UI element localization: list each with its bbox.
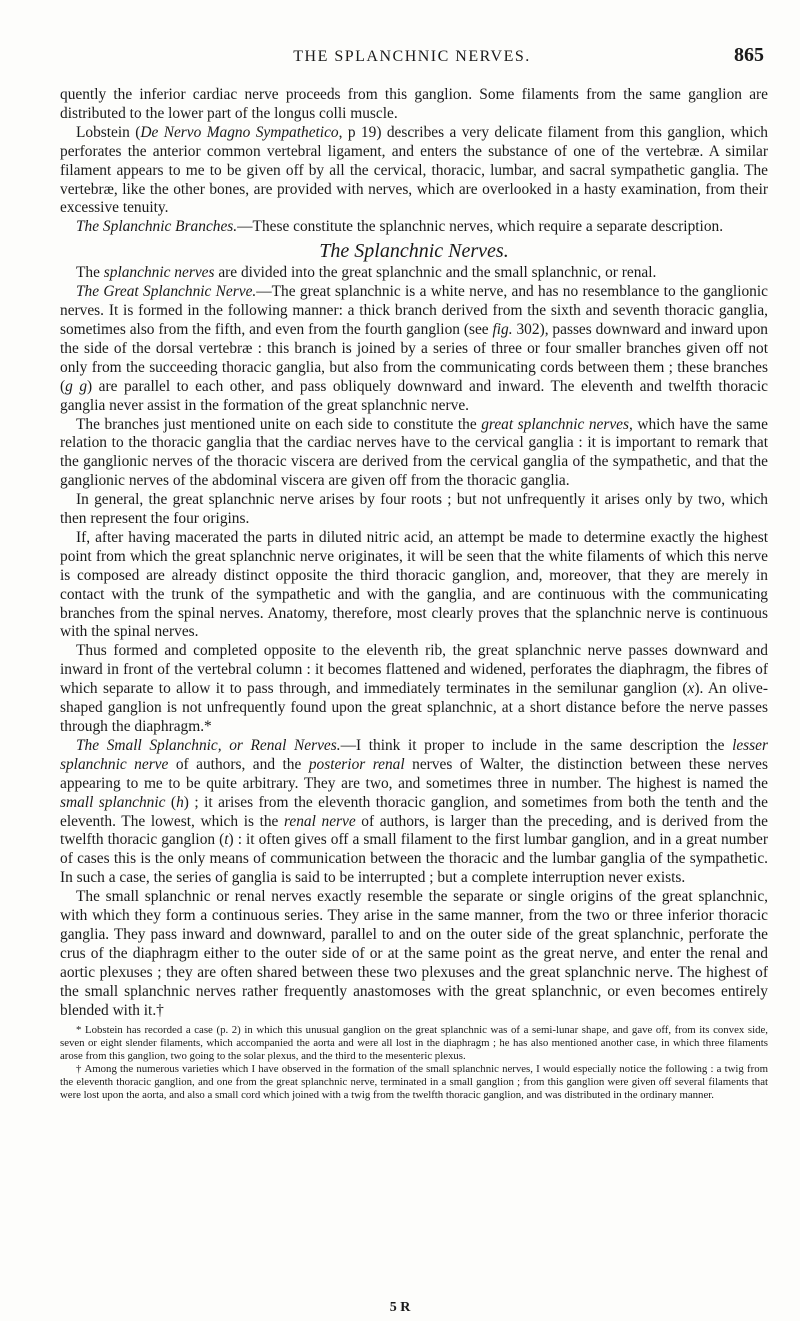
paragraph: The branches just mentioned unite on each side to constitute the great splanchnic nerves, which have the same relation to the thoracic ganglia that the cardiac nerves have to the cervical ganglia : it is important to remark that the ganglionic nerves of the thoracic viscera are derived from the cervical ganglia of the sympathetic, and that the ganglionic nerves of the abdominal viscera are given off from the thoracic ganglia.: [60, 415, 768, 490]
paragraph: Lobstein (De Nervo Magno Sympathetico, p 19) describes a very delicate filament from this ganglion, which perforates the anterior common vertebral ligament, and enters the substance of one of the vertebræ. A similar filament appears to me to be given off by all the cervical, thoracic, lumbar, and sacral sympathetic ganglia. The vertebræ, like the other bones, are provided with nerves, which are overlooked in a hasty examination, from their excessive tenuity.: [60, 123, 768, 217]
running-title: THE SPLANCHNIC NERVES.: [293, 48, 531, 65]
running-head: [60, 40, 764, 76]
paragraph: The splanchnic nerves are divided into the great splanchnic and the small splanchnic, or renal.: [76, 264, 657, 282]
section-heading: The Splanchnic Nerves.: [319, 240, 509, 263]
section-lead: The Great Splanchnic Nerve.: [76, 283, 257, 301]
section-lead: The Splanchnic Branches.: [76, 218, 238, 236]
page-number: 865: [734, 44, 764, 66]
footnote: * Lobstein has recorded a case (p. 2) in which this unusual ganglion on the great splanchnic was of a semi-lunar shape, and gave off, from its convex side, seven or eight slender filaments, which accompanied the aorta and were all lost in the diaphragm ; he has also mentioned another case, in which three filaments arose from this ganglion, two going to the solar plexus, and the third to the mesenteric plexus.: [60, 1023, 768, 1062]
paragraph: The Great Splanchnic Nerve.—The great splanchnic is a white nerve, and has no resemblance to the ganglionic nerves. It is formed in the following manner: a thick branch derived from the sixth and seventh thoracic ganglia, sometimes also from the fifth, and even from the fourth ganglion (see fig. 302), passes downward and inward upon the side of the dorsal vertebræ : this branch is joined by a series of three or four smaller branches given off not only from the succeeding thoracic ganglia, but also from the communicating cords between them ; these branches (g g) are parallel to each other, and pass obliquely downward and inward. The eleventh and twelfth thoracic ganglia never assist in the formation of the great splanchnic nerve.: [60, 283, 768, 414]
paragraph: The small splanchnic or renal nerves exactly resemble the separate or single origins of the great splanchnic, with which they form a continuous series. They arise in the same manner, from the two or three inferior thoracic ganglia. They pass inward and downward, parallel to and on the outer side of the great splanchnic, perforate the crus of the diaphragm either to the outer side of or at the same point as the great nerve, and enter the renal and aortic plexuses ; they are often shared between these two plexuses and the great splanchnic nerve. The highest of the small splanchnic nerves rather frequently anastomoses with the great splanchnic, or even becomes entirely blended with it.†: [60, 888, 768, 1019]
paragraph: quently the inferior cardiac nerve proceeds from this ganglion. Some filaments from the same ganglion are distributed to the lower part of the longus colli muscle.: [60, 86, 768, 122]
footnotes: [60, 1024, 768, 1102]
signature-mark: 5 R: [389, 1300, 411, 1315]
section-lead: The Small Splanchnic, or Renal Nerves.: [76, 736, 341, 754]
paragraph: If, after having macerated the parts in diluted nitric acid, an attempt be made to determine exactly the highest point from which the great splanchnic nerve originates, it will be seen that the white filaments of which this nerve is composed are already distinct opposite the third thoracic ganglion, and, moreover, that they are merely in contact with the trunk of the sympathetic and with the ganglia, and are continuous with the communicating branches from the spinal nerves. Anatomy, therefore, most clearly proves that the splanchnic nerve is continuous with the spinal nerves.: [60, 528, 768, 641]
paragraph: The Small Splanchnic, or Renal Nerves.—I think it proper to include in the same description the lesser splanchnic nerve of authors, and the posterior renal nerves of Walter, the distinction between these nerves appearing to me to be quite arbitrary. They are two, and sometimes three in number. The highest is named the small splanchnic (h) ; it arises from the eleventh thoracic ganglion, and sometimes from both the tenth and the eleventh. The lowest, which is the renal nerve of authors, is larger than the preceding, and is derived from the twelfth thoracic ganglion (t) : it often gives off a small filament to the first lumbar ganglion, and in a great number of cases this is the only means of communication between the thoracic and the lumbar ganglia of the sympathetic. In such a case, the series of ganglia is said to be interrupted ; but a complete interruption never exists.: [60, 736, 769, 887]
paragraph: Thus formed and completed opposite to the eleventh rib, the great splanchnic nerve passes downward and inward in front of the vertebral column : it becomes flattened and widened, perforates the diaphragm, the fibres of which separate to allow it to pass through, and immediately terminates in the semilunar ganglion (x). An olive-shaped ganglion is not unfrequently found upon the great splanchnic, at a short distance before the nerve passes through the diaphragm.*: [60, 642, 768, 735]
paragraph: In general, the great splanchnic nerve arises by four roots ; but not unfrequently it arises only by two, which then represent the four origins.: [60, 491, 768, 528]
paragraph: The Splanchnic Branches.—These constitute the splanchnic nerves, which require a separate description.: [76, 218, 724, 236]
main-text: [60, 86, 768, 1102]
footnote: † Among the numerous varieties which I have observed in the formation of the small splanchnic nerves, I would especially notice the following : a twig from the eleventh thoracic ganglion, and one from the great splanchnic nerve, terminated in a small ganglion ; from this ganglion were given off several filaments that were lost upon the aorta, and also a small cord which joined with a twig from the twelfth thoracic ganglion, and was distributed in the ordinary manner.: [60, 1062, 768, 1101]
